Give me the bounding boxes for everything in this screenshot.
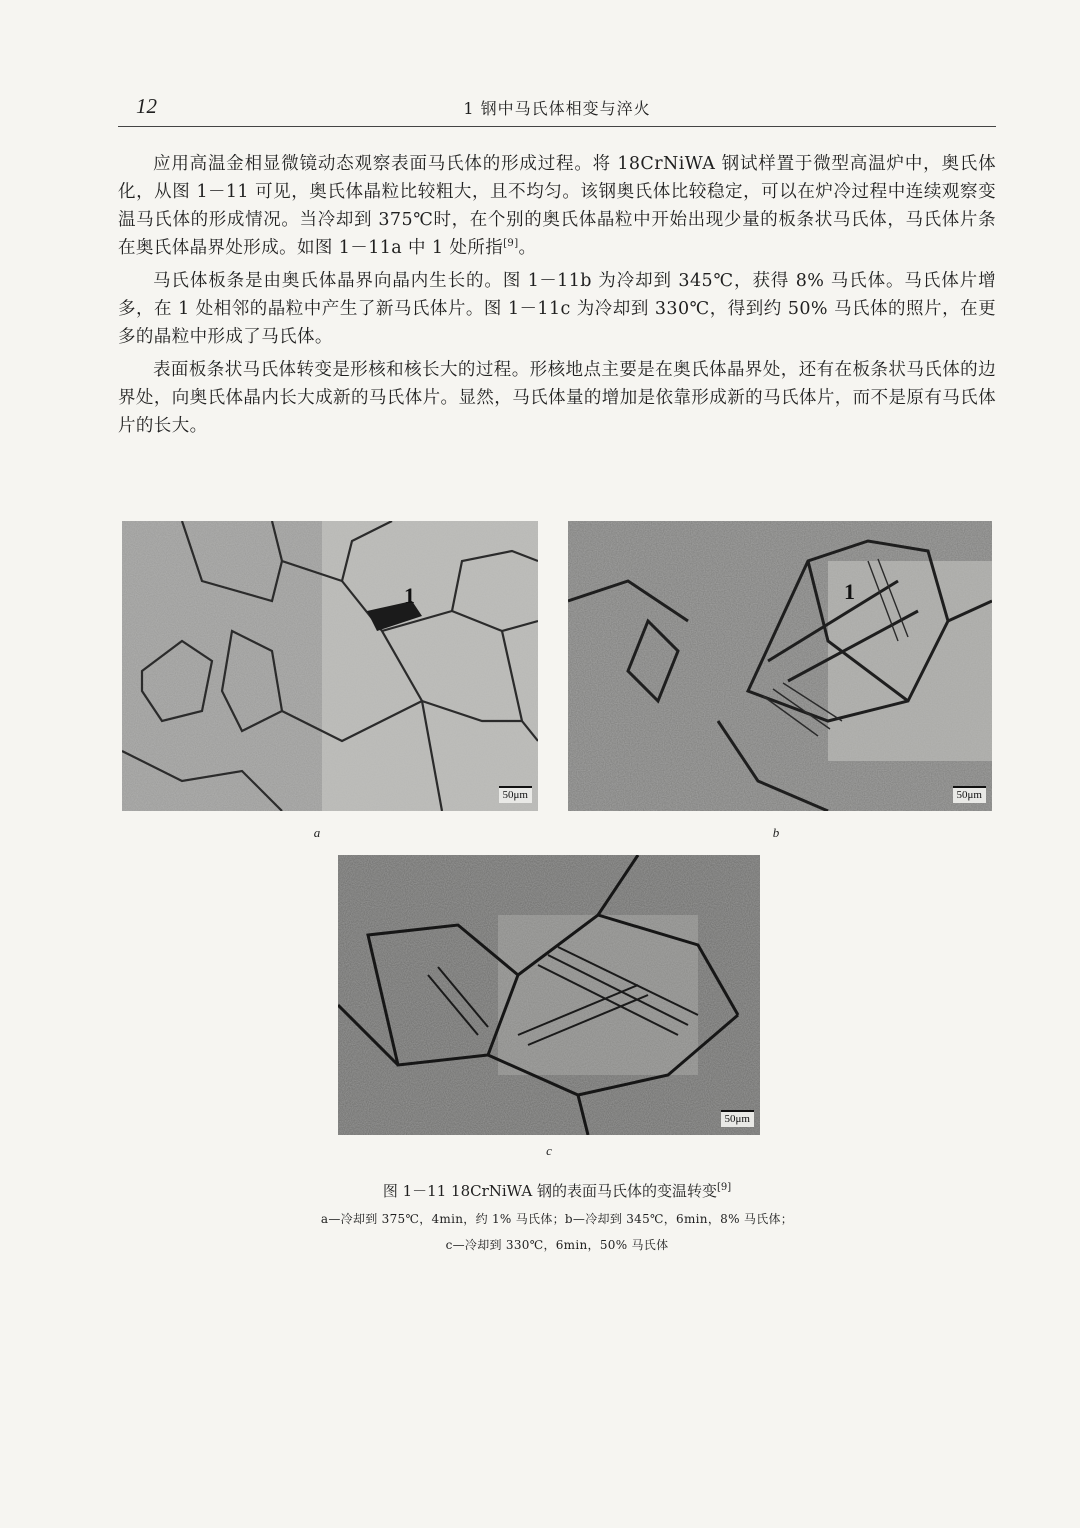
paragraph-1: 应用高温金相显微镜动态观察表面马氏体的形成过程。将 18CrNiWA 钢试样置于微型高温炉中，奥氏体化，从图 1－11 可见，奥氏体晶粒比较粗大，且不均匀。该钢奥氏体比较稳定，可以在炉冷过程中连续观察变温马氏体的形成情况。当冷却到 375℃时，在个别的奥氏体晶粒中开始出现少量的板条状马氏体，马氏体片条在奥氏体晶界处形成。如图 1－11a 中 1 处所指[9]。 [118, 154, 996, 258]
scale-bar: 50μm [721, 1110, 754, 1127]
page-number: 12 [136, 94, 157, 118]
micrograph-b [568, 521, 992, 811]
running-head-title: 1 钢中马氏体相变与淬火 [463, 99, 651, 118]
micrograph-a [122, 521, 538, 811]
site-marker: 1 [844, 579, 855, 604]
panel-label-a: a [313, 825, 321, 840]
scale-bar: 50μm [499, 786, 532, 803]
citation-ref: [9] [716, 1182, 732, 1193]
scale-bar: 50μm [953, 786, 986, 803]
site-marker: 1 [404, 583, 415, 608]
figure-caption-line-2: c—冷却到 330℃，6min，50% 马氏体 [445, 1238, 669, 1252]
micrograph-c [338, 855, 760, 1135]
panel-label-c: c [546, 1143, 552, 1158]
panel-label-b: b [772, 825, 780, 840]
paragraph-3: 表面板条状马氏体转变是形核和核长大的过程。形核地点主要是在奥氏体晶界处，还有在板条状马氏体的边界处，向奥氏体晶内长大成新的马氏体片。显然，马氏体量的增加是依靠形成新的马氏体片，而不是原有马氏体片的长大。 [118, 360, 996, 436]
running-header [118, 92, 996, 127]
paragraph-2: 马氏体板条是由奥氏体晶界向晶内生长的。图 1－11b 为冷却到 345℃，获得 8% 马氏体。马氏体片增多，在 1 处相邻的晶粒中产生了新马氏体片。图 1－11c 为冷却到 330℃，得到约 50% 马氏体的照片，在更多的晶粒中形成了马氏体。 [118, 271, 996, 347]
figure-caption-line-1: a—冷却到 375℃，4min，约 1% 马氏体；b—冷却到 345℃，6min，8% 马氏体； [320, 1212, 794, 1226]
body-text [118, 150, 996, 445]
figure-caption-title: 图 1－11 18CrNiWA 钢的表面马氏体的变温转变[9] [382, 1182, 732, 1200]
citation-ref: [9] [503, 238, 519, 250]
